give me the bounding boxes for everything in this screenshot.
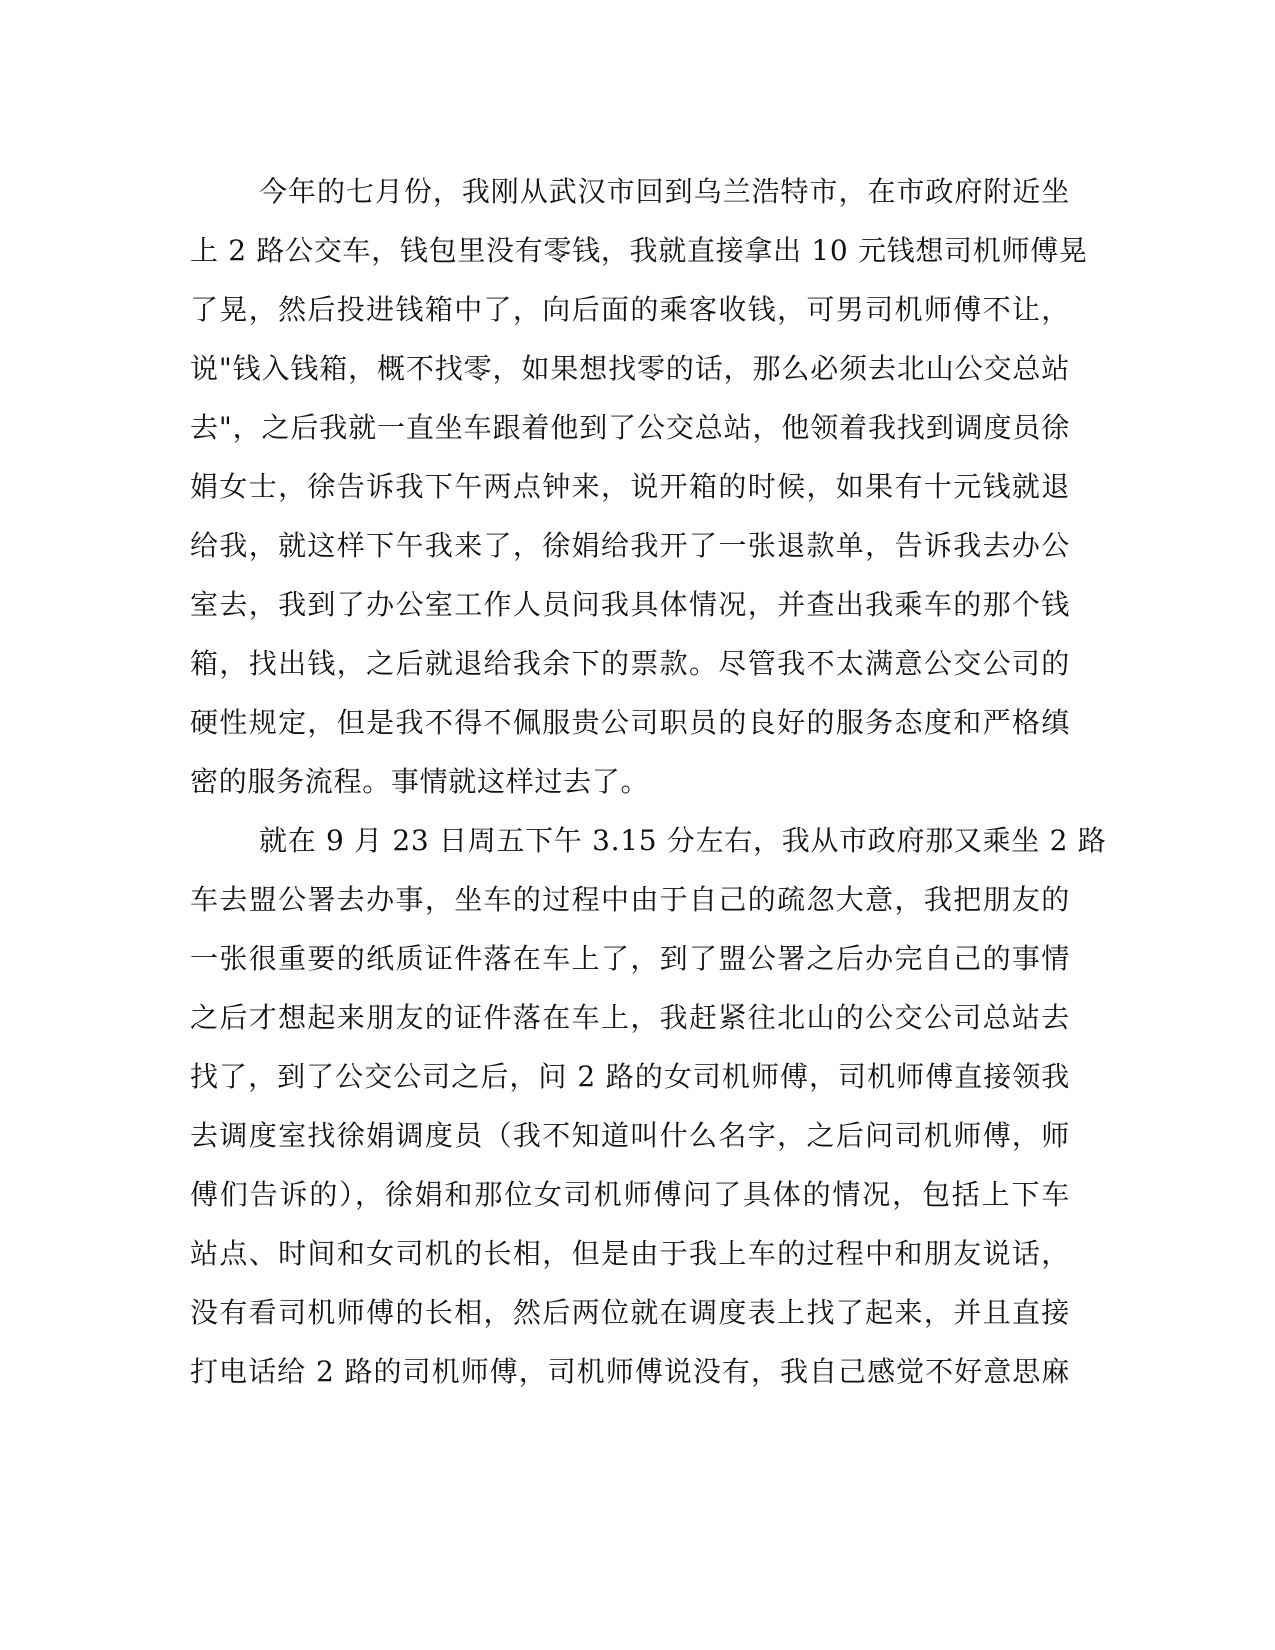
text-line: 傅们告诉的），徐娟和那位女司机师傅问了具体的情况，包括上下车 [190, 1178, 1070, 1211]
text-line: 上 2 路公交车，钱包里没有零钱，我就直接拿出 10 元钱想司机师傅晃 [190, 234, 1088, 267]
text-line: 硬性规定，但是我不得不佩服贵公司职员的良好的服务态度和严格缜 [190, 706, 1070, 739]
text-line: 打电话给 2 路的司机师傅，司机师傅说没有，我自己感觉不好意思麻 [190, 1355, 1070, 1388]
text-line: 就在 9 月 23 日周五下午 3.15 分左右，我从市政府那又乘坐 2 路 [259, 824, 1107, 857]
text-line: 车去盟公署去办事，坐车的过程中由于自己的疏忽大意，我把朋友的 [190, 883, 1070, 916]
text-line: 去"，之后我就一直坐车跟着他到了公交总站，他领着我找到调度员徐 [190, 411, 1070, 444]
text-line: 娟女士，徐告诉我下午两点钟来，说开箱的时候，如果有十元钱就退 [190, 470, 1070, 503]
text-line: 找了，到了公交公司之后，问 2 路的女司机师傅，司机师傅直接领我 [190, 1060, 1070, 1093]
text-line: 之后才想起来朋友的证件落在车上，我赶紧往北山的公交公司总站去 [190, 1001, 1070, 1034]
text-line: 一张很重要的纸质证件落在车上了，到了盟公署之后办完自己的事情 [190, 942, 1070, 975]
text-line: 今年的七月份，我刚从武汉市回到乌兰浩特市，在市政府附近坐 [259, 175, 1070, 208]
text-line: 密的服务流程。事情就这样过去了。 [190, 765, 650, 798]
text-line: 室去，我到了办公室工作人员问我具体情况，并查出我乘车的那个钱 [190, 588, 1070, 621]
text-line: 没有看司机师傅的长相，然后两位就在调度表上找了起来，并且直接 [190, 1296, 1070, 1329]
text-line: 给我，就这样下午我来了，徐娟给我开了一张退款单，告诉我去办公 [190, 529, 1070, 562]
text-line: 去调度室找徐娟调度员（我不知道叫什么名字，之后问司机师傅，师 [190, 1119, 1070, 1152]
document-body [190, 162, 1107, 1401]
paragraph-1 [190, 162, 1088, 811]
text-line: 了晃，然后投进钱箱中了，向后面的乘客收钱，可男司机师傅不让， [190, 293, 1070, 326]
text-line: 说"钱入钱箱，概不找零，如果想找零的话，那么必须去北山公交总站 [190, 352, 1070, 385]
text-line: 箱，找出钱，之后就退给我余下的票款。尽管我不太满意公交公司的 [190, 647, 1070, 680]
paragraph-2 [190, 811, 1107, 1401]
text-line: 站点、时间和女司机的长相，但是由于我上车的过程中和朋友说话， [190, 1237, 1070, 1270]
